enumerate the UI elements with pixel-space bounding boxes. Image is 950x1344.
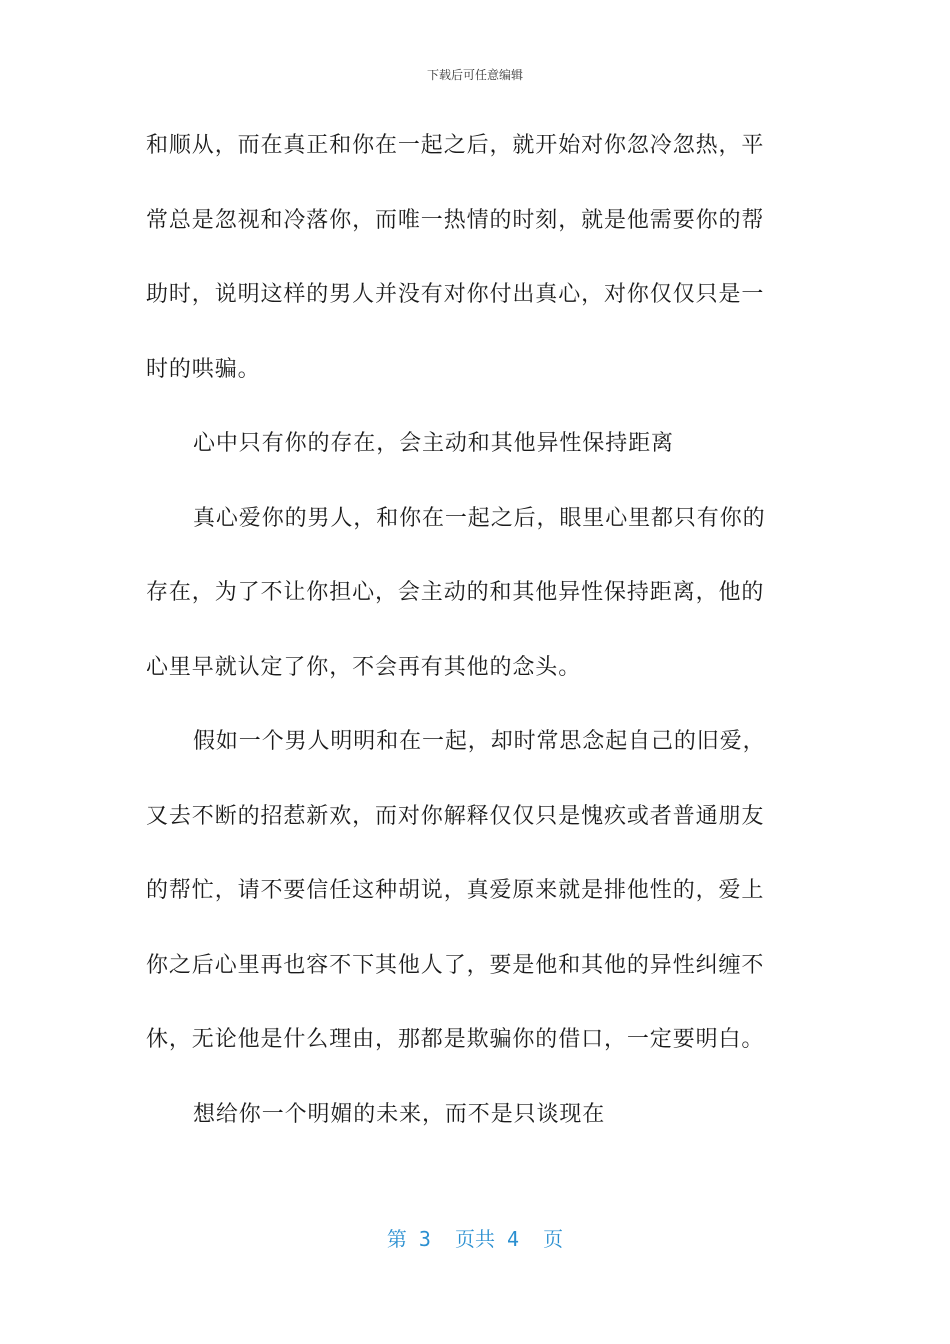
text-line: 又去不断的招惹新欢，而对你解释仅仅只是愧疚或者普通朋友 bbox=[146, 803, 765, 829]
text-line: 休，无论他是什么理由，那都是欺骗你的借口，一定要明白。 bbox=[146, 1027, 765, 1052]
text-line: 心里早就认定了你，不会再有其他的念头。 bbox=[146, 654, 582, 680]
text-line: 心中只有你的存在，会主动和其他异性保持距离 bbox=[193, 431, 674, 456]
text-line: 助时，说明这样的男人并没有对你付出真心，对你仅仅只是一 bbox=[146, 282, 765, 307]
text-line: 和顺从，而在真正和你在一起之后，就开始对你忽冷忽热，平 bbox=[146, 133, 765, 158]
text-line: 存在，为了不让你担心，会主动的和其他异性保持距离，他的 bbox=[146, 580, 765, 605]
text-line: 真心爱你的男人，和你在一起之后，眼里心里都只有你的 bbox=[193, 505, 766, 531]
text-line: 想给你一个明媚的未来，而不是只谈现在 bbox=[193, 1101, 606, 1127]
page-header: 下载后可任意编辑 bbox=[426, 68, 523, 82]
page-footer: 第 3 页共 4 页 bbox=[386, 1227, 564, 1251]
text-line: 的帮忙，请不要信任这种胡说，真爱原来就是排他性的，爱上 bbox=[146, 878, 765, 903]
text-line: 时的哄骗。 bbox=[146, 356, 261, 382]
text-line: 你之后心里再也容不下其他人了，要是他和其他的异性纠缠不 bbox=[146, 952, 765, 978]
document-body bbox=[146, 109, 796, 1152]
text-line: 假如一个男人明明和在一起，却时常思念起自己的旧爱， bbox=[193, 729, 766, 754]
text-line: 常总是忽视和冷落你，而唯一热情的时刻，就是他需要你的帮 bbox=[146, 207, 765, 233]
